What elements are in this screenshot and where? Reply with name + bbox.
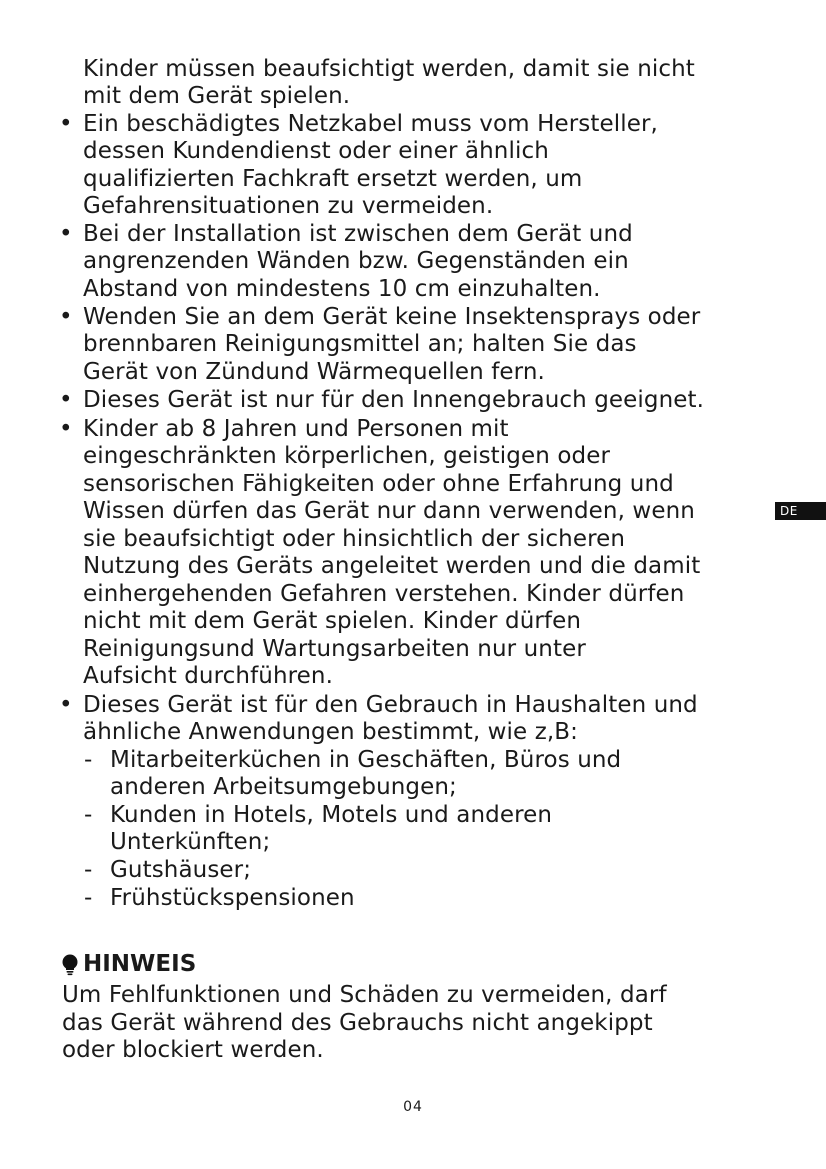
text-line: Nutzung des Geräts angeleitet werden und die damit — [83, 553, 701, 579]
language-tab: DE — [775, 502, 826, 520]
lightbulb-icon — [60, 954, 80, 976]
text-line: Dieses Gerät ist für den Gebrauch in Haushalten und — [83, 692, 698, 718]
hint-text-line: das Gerät während des Gebrauchs nicht angekippt — [62, 1010, 653, 1036]
text-line: eingeschränkten körperlichen, geistigen oder — [83, 443, 611, 469]
text-line: Abstand von mindestens 10 cm einzuhalten. — [83, 276, 601, 302]
text-line: Kinder müssen beaufsichtigt werden, damit sie nicht — [83, 56, 695, 82]
text-line: Gefahrensituationen zu vermeiden. — [83, 193, 494, 219]
text-line: Gerät von Zündund Wärmequellen fern. — [83, 359, 545, 385]
text-line: Kinder ab 8 Jahren und Personen mit — [83, 416, 509, 442]
text-line: mit dem Gerät spielen. — [83, 83, 351, 109]
bullet-marker: • — [59, 111, 73, 137]
text-line: Ein beschädigtes Netzkabel muss vom Hersteller, — [83, 111, 658, 137]
text-line: anderen Arbeitsumgebungen; — [110, 774, 457, 800]
bullet-marker: • — [59, 416, 73, 442]
page-number: 04 — [403, 1099, 423, 1115]
bullet-marker: • — [59, 304, 73, 330]
text-line: qualifizierten Fachkraft ersetzt werden, um — [83, 166, 583, 192]
text-line: Frühstückspensionen — [110, 885, 355, 911]
hint-text-line: Um Fehlfunktionen und Schäden zu vermeiden, darf — [62, 982, 667, 1008]
hint-title: HINWEIS — [83, 951, 197, 977]
dash-marker: - — [84, 747, 93, 773]
hint-heading — [60, 951, 196, 978]
bullet-marker: • — [59, 387, 73, 413]
text-line: ähnliche Anwendungen bestimmt, wie z,B: — [83, 719, 579, 745]
text-line: nicht mit dem Gerät spielen. Kinder dürfen — [83, 608, 582, 634]
text-line: einhergehenden Gefahren verstehen. Kinder dürfen — [83, 581, 685, 607]
text-line: Unterkünften; — [110, 829, 271, 855]
bullet-marker: • — [59, 692, 73, 718]
hint-text-line: oder blockiert werden. — [62, 1037, 324, 1063]
bullet-marker: • — [59, 221, 73, 247]
text-line: sie beaufsichtigt oder hinsichtlich der sicheren — [83, 526, 626, 552]
text-line: brennbaren Reinigungsmittel an; halten Sie das — [83, 331, 637, 357]
text-line: Wissen dürfen das Gerät nur dann verwenden, wenn — [83, 498, 695, 524]
dash-marker: - — [84, 885, 93, 911]
text-line: Aufsicht durchführen. — [83, 663, 334, 689]
text-line: dessen Kundendienst oder einer ähnlich — [83, 138, 549, 164]
text-line: Gutshäuser; — [110, 857, 252, 883]
dash-marker: - — [84, 857, 93, 883]
text-line: angrenzenden Wänden bzw. Gegenständen ein — [83, 248, 629, 274]
text-line: sensorischen Fähigkeiten oder ohne Erfahrung und — [83, 471, 674, 497]
text-line: Kunden in Hotels, Motels und anderen — [110, 802, 553, 828]
text-line: Reinigungsund Wartungsarbeiten nur unter — [83, 636, 586, 662]
text-line: Dieses Gerät ist nur für den Innengebrauch geeignet. — [83, 387, 705, 413]
text-line: Bei der Installation ist zwischen dem Gerät und — [83, 221, 633, 247]
text-line: Mitarbeiterküchen in Geschäften, Büros und — [110, 747, 622, 773]
text-line: Wenden Sie an dem Gerät keine Insektensprays oder — [83, 304, 701, 330]
dash-marker: - — [84, 802, 93, 828]
